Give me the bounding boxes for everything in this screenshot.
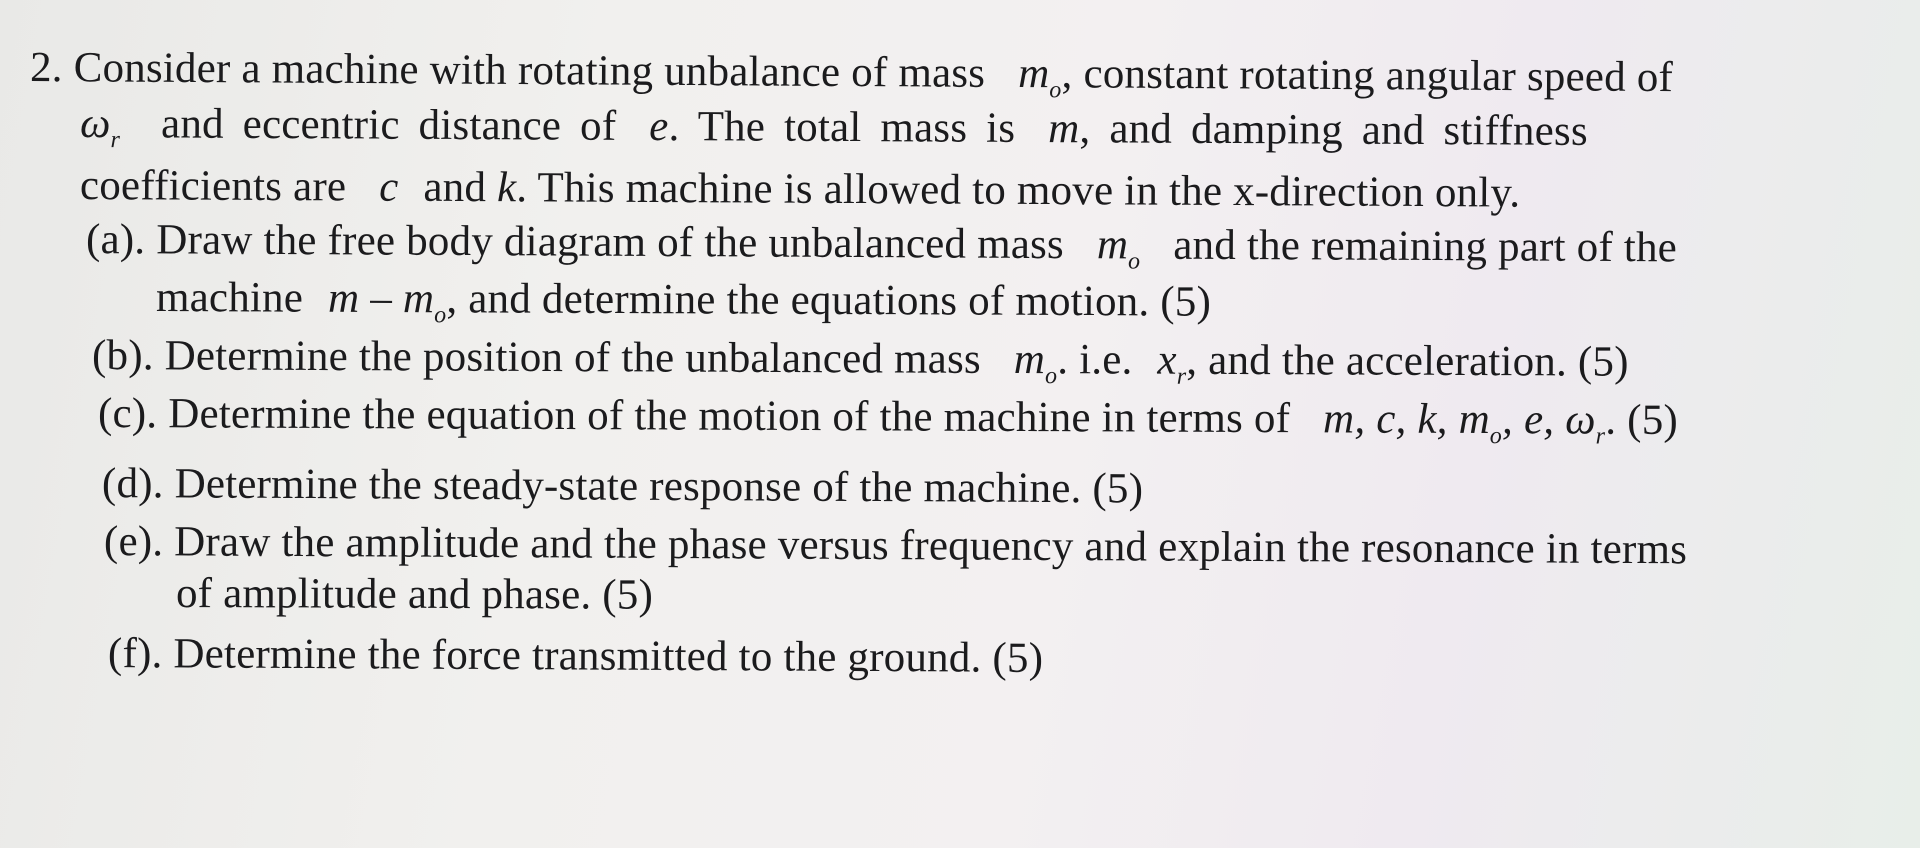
part-a-line-2: machine m – $m_o$, and determine the equations of motion. (5) — [155, 274, 1212, 329]
part-d-line-1: (d). Determine the steady-state response of the machine. (5) — [101, 460, 1144, 513]
mass-m-o: $m_o$ — [1018, 50, 1062, 104]
part-e-line-1: (e). Draw the amplitude and the phase versus frequency and explain the resonance in terms — [103, 518, 1688, 574]
question-number: 2. — [29, 44, 63, 92]
stiffness-k: k — [496, 164, 517, 212]
part-c-line-1: (c). Determine the equation of the motion of the machine in terms of m, c, k, $m_o$, e, $\omega_r$. (5) — [97, 390, 1679, 450]
damping-c: c — [379, 163, 399, 211]
omega-r: $\omega_r$ — [79, 100, 121, 154]
intro-line-2: $\omega_r$ and eccentric distance of e. The total mass is m, and damping and stiffness — [79, 100, 1588, 155]
eccentric-e: e — [649, 102, 669, 151]
mass-m-o: $m_o$ — [1013, 336, 1058, 390]
part-e-line-2: of amplitude and phase. (5) — [175, 570, 654, 619]
remaining-mass: m – $m_o$ — [327, 274, 447, 329]
total-mass-m: m — [1048, 105, 1080, 153]
intro-line-1: 2. Consider a machine with rotating unbalance of mass $m_o$, constant rotating angular speed of — [29, 44, 1674, 104]
part-b-line-1: (b). Determine the position of the unbalanced mass $m_o$. i.e. $x_r$, and the acceleration. (5) — [91, 332, 1629, 390]
intro-line-3: coefficients are c and k. This machine is allowed to move in the x-direction only. — [79, 162, 1521, 217]
parameter-list: m, c, k, $m_o$, e, $\omega_r$ — [1323, 395, 1606, 450]
part-a-line-1: (a). Draw the free body diagram of the unbalanced mass $m_o$ and the remaining part of the — [85, 216, 1678, 275]
position-x-r: $x_r$ — [1157, 336, 1187, 390]
part-f-line-1: (f). Determine the force transmitted to the ground. (5) — [107, 630, 1044, 682]
mass-m-o: $m_o$ — [1096, 221, 1141, 275]
